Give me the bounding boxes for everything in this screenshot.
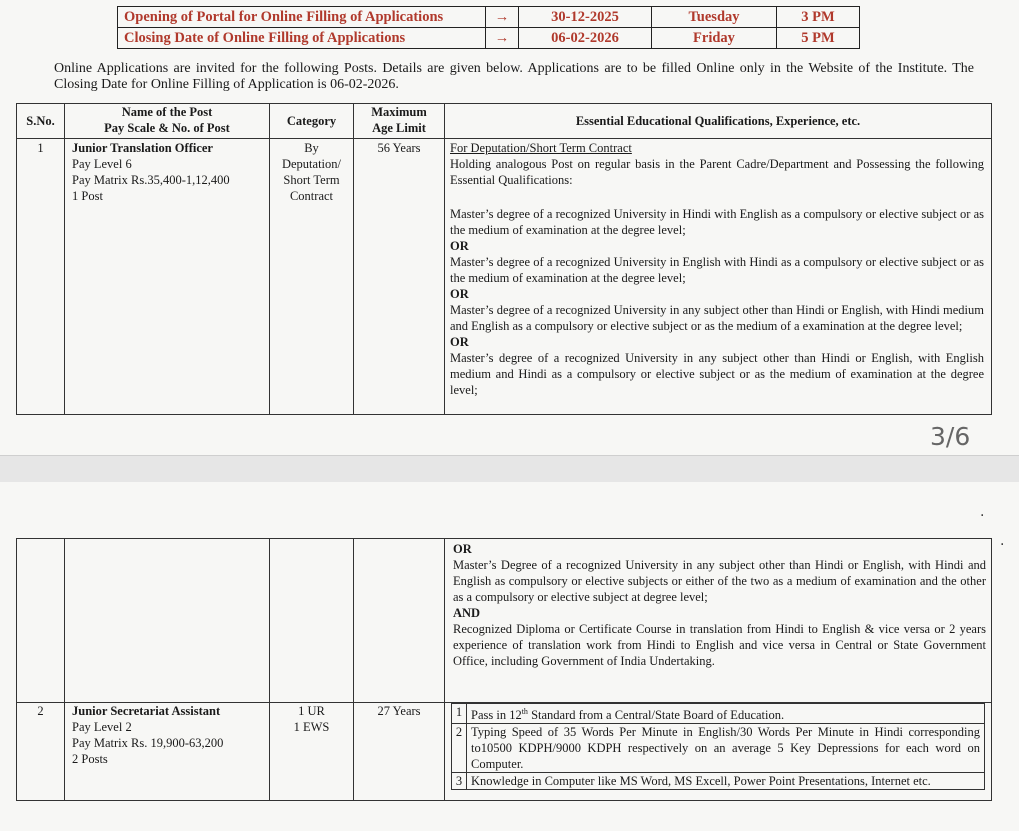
post1-category-line: Contract <box>289 189 334 203</box>
qual-diploma: Recognized Diploma or Certificate Course in translation from Hindi to English & vice versa or 2 years experience of translation work from Hindi to English and vice versa in Central or State Government Office, including Government of India Undertaking. <box>453 622 986 668</box>
table-border <box>16 414 992 415</box>
post2-category <box>270 703 353 735</box>
qual-number: 2 <box>452 724 467 773</box>
table-border <box>991 538 992 800</box>
qual-row <box>452 724 985 773</box>
schedule-date: 06-02-2026 <box>519 28 652 49</box>
table-border <box>16 538 992 539</box>
qual-item: Master’s degree of a recognized University in English with Hindi as a compulsory or elective subject or as the medium of examination at the degree level; <box>450 255 984 285</box>
header-post-name-line2: Pay Scale & No. of Post <box>104 121 230 135</box>
qual-text-part: Standard from a Central/State Board of Education. <box>527 708 785 723</box>
post2-qualifications <box>451 703 985 790</box>
table-border <box>16 800 992 801</box>
schedule-row-opening <box>118 7 860 28</box>
post1-details <box>72 140 268 204</box>
post1-age: 56 Years <box>377 141 421 155</box>
page-number: 3/6 <box>930 422 971 451</box>
table-border <box>269 538 270 800</box>
post1-qualifications-continued <box>453 541 986 669</box>
speck: · <box>980 508 985 524</box>
header-post-name-line1: Name of the Post <box>121 105 213 119</box>
post2-age: 27 Years <box>377 704 421 718</box>
qual-number: 1 <box>452 704 467 724</box>
table-border <box>16 538 17 800</box>
page-separator <box>0 455 1019 484</box>
table-border <box>444 538 445 800</box>
qual-item: Master’s degree of a recognized University in any subject other than Hindi or English, with English medium and Hindi as a compulsory or elective subject or as the medium of examination at the degree level; <box>450 351 984 397</box>
post1-category-line: Short Term <box>283 173 340 187</box>
qual-or: OR <box>450 239 469 253</box>
header-qualifications: Essential Educational Qualifications, Experience, etc. <box>575 114 861 128</box>
post2-pay-matrix: Pay Matrix Rs. 19,900-63,200 <box>72 736 224 750</box>
header-age <box>354 104 444 136</box>
qual-or: OR <box>450 287 469 301</box>
schedule-label: Opening of Portal for Online Filling of Applications <box>118 7 486 28</box>
schedule-label: Closing Date of Online Filling of Applications <box>118 28 486 49</box>
qual-or: OR <box>453 542 472 556</box>
post1-qualifications <box>450 140 984 398</box>
qual-heading: For Deputation/Short Term Contract <box>450 141 632 155</box>
schedule-time: 5 PM <box>777 28 860 49</box>
schedule-table <box>117 6 860 49</box>
arrow-icon: → <box>486 7 519 28</box>
header-sno: S.No. <box>26 114 55 128</box>
qual-text <box>467 704 985 724</box>
post2-sno: 2 <box>37 704 44 718</box>
qual-and: AND <box>453 606 481 620</box>
post1-pay-matrix: Pay Matrix Rs.35,400-1,12,400 <box>72 173 230 187</box>
header-post-name <box>65 104 269 136</box>
qual-superscript: th <box>521 707 528 716</box>
qual-text-part: Pass in 12 <box>471 708 522 723</box>
qual-item: Master’s Degree of a recognized University in any subject other than Hindi or English, with Hindi and English as compulsory or elective subjects or either of the two as a medium of examination and the other as a compulsory or elective subject at degree level; <box>453 558 986 604</box>
arrow-icon: → <box>486 28 519 49</box>
qual-text: Knowledge in Computer like MS Word, MS Excell, Power Point Presentations, Internet etc. <box>467 773 985 790</box>
post2-category-line: 1 UR <box>298 704 325 718</box>
post1-category-line: By <box>304 141 319 155</box>
post1-pay-level: Pay Level 6 <box>72 157 132 171</box>
table-border <box>64 103 65 414</box>
qual-row <box>452 704 985 724</box>
table-border <box>64 538 65 800</box>
header-age-line1: Maximum <box>371 105 427 119</box>
post2-posts: 2 Posts <box>72 752 108 766</box>
post2-category-line: 1 EWS <box>293 720 330 734</box>
qual-item: Master’s degree of a recognized University in any subject other than Hindi or English, with Hindi medium and English as a compulsory or elective subject or as the medium of a examination at the degree level; <box>450 303 984 333</box>
post2-title: Junior Secretariat Assistant <box>72 704 221 718</box>
table-border <box>444 103 445 414</box>
header-age-line2: Age Limit <box>372 121 426 135</box>
post2-details <box>72 703 268 767</box>
table-border <box>353 538 354 800</box>
schedule-row-closing <box>118 28 860 49</box>
post1-category-line: Deputation/ <box>281 157 341 171</box>
qual-text: Typing Speed of 35 Words Per Minute in English/30 Words Per Minute in Hindi corresponding to10500 KDPH/9000 KDPH respectively on an average 5 Key Depressions for each word on Computer. <box>467 724 985 773</box>
post1-posts: 1 Post <box>72 189 103 203</box>
qual-row <box>452 773 985 790</box>
post1-sno: 1 <box>37 141 44 155</box>
table-border <box>16 138 992 139</box>
schedule-date: 30-12-2025 <box>519 7 652 28</box>
post1-title: Junior Translation Officer <box>72 141 213 155</box>
qual-item: Master’s degree of a recognized University in Hindi with English as a compulsory or elective subject or as the medium of examination at the degree level; <box>450 207 984 237</box>
schedule-day: Friday <box>652 28 777 49</box>
intro-paragraph: Online Applications are invited for the following Posts. Details are given below. Applications are to be filled Online only in the Website of the Institute. The Closing Date for Online Filling of Application is 06-02-2026. <box>54 61 974 92</box>
header-category: Category <box>286 114 337 128</box>
qual-or: OR <box>450 335 469 349</box>
post1-category <box>270 140 353 204</box>
schedule-day: Tuesday <box>652 7 777 28</box>
table-border <box>991 103 992 414</box>
schedule-time: 3 PM <box>777 7 860 28</box>
qual-number: 3 <box>452 773 467 790</box>
document-page-lower <box>0 482 1019 831</box>
post2-pay-level: Pay Level 2 <box>72 720 132 734</box>
qual-intro: Holding analogous Post on regular basis in the Parent Cadre/Department and Possessing the following Essential Qualifications: <box>450 157 984 187</box>
speck: · <box>1000 537 1005 553</box>
